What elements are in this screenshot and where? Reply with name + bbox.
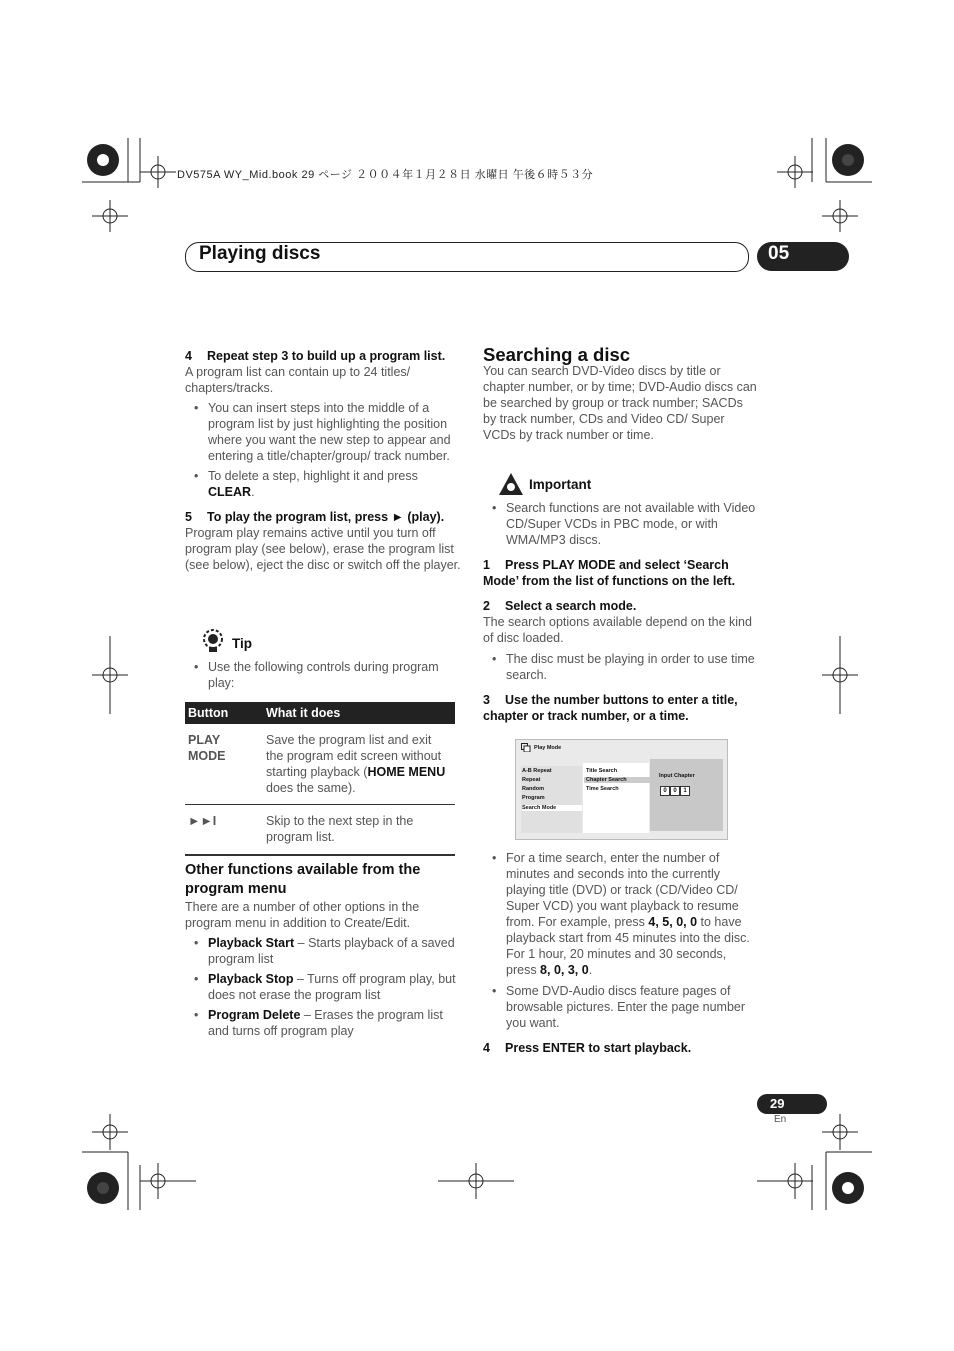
osd-left-item: Random xyxy=(522,786,544,792)
searching-intro: You can search DVD-Video discs by title or chapter number, or by time; DVD-Audio discs can be searched by group or track number; SACDs by track number, CDs and Video CD/ Super VCDs by track number or time. xyxy=(483,364,757,442)
step-2-body: The search options available depend on the kind of disc loaded. xyxy=(483,615,752,645)
lightbulb-icon xyxy=(200,628,226,654)
step-2-heading: 2 Select a search mode. xyxy=(483,599,637,613)
play-mode-screen xyxy=(515,739,728,840)
page-pill xyxy=(757,1094,827,1114)
osd-input-label: Input Chapter xyxy=(659,773,695,779)
list-item: • You can insert steps into the middle of a program list by just highlighting the position where you want the new step to appear and entering a title/chapter/group/ track number. xyxy=(185,400,461,464)
other-functions-heading: Other functions available from the program menu xyxy=(185,862,421,897)
page-number: 29 xyxy=(770,1096,785,1111)
step-5-heading: 5 To play the program list, press ► (play). xyxy=(185,510,445,524)
list-item: • For a time search, enter the number of minutes and seconds into the currently playing title (DVD) or track (CD/Video CD/ Super VCD) you want playback to resume from. For example, press 4, 5, 0, 0 to have playback start from 45 minutes into the disc. For 1 hour, 20 minutes and 30 seconds, press 8, 0, 3, 0. xyxy=(483,850,759,978)
table-header: What it does xyxy=(263,702,455,724)
searching-heading: Searching a disc xyxy=(483,344,631,365)
section-title: Playing discs xyxy=(199,243,321,264)
list-item: • Some DVD-Audio discs feature pages of browsable pictures. Enter the page number you want. xyxy=(483,983,759,1031)
osd-left-item: Repeat xyxy=(522,777,541,783)
table-header: Button xyxy=(185,702,263,724)
osd-left-item-selected: Search Mode xyxy=(522,805,582,811)
osd-left-item: A-B Repeat xyxy=(522,768,552,774)
print-header: DV575A WY_Mid.book 29 ページ ２００４年１月２８日 水曜日 午後６時５３分 xyxy=(177,169,594,181)
list-item: • Playback Start – Starts playback of a saved program list xyxy=(185,935,461,967)
osd-title: Play Mode xyxy=(534,745,562,751)
osd-mid-item: Time Search xyxy=(586,786,619,792)
language-code: En xyxy=(774,1114,787,1125)
osd-mid-item-selected: Chapter Search xyxy=(584,777,650,783)
list-item: • Use the following controls during program play: xyxy=(185,659,461,691)
controls-table xyxy=(185,702,455,856)
list-item: • Program Delete – Erases the program list and turns off program play xyxy=(185,1007,461,1039)
list-item: • To delete a step, highlight it and press CLEAR. xyxy=(185,468,461,500)
left-column xyxy=(185,348,461,573)
step-4-heading: 4 Repeat step 3 to build up a program list. xyxy=(185,349,446,363)
list-item: • Search functions are not available with Video CD/Super VCDs in PBC mode, or with WMA/MP3 discs. xyxy=(483,500,759,548)
step-4-heading: 4 Press ENTER to start playback. xyxy=(483,1041,692,1055)
list-item: • The disc must be playing in order to use time search. xyxy=(483,651,759,683)
play-mode-icon xyxy=(521,743,531,752)
warning-icon xyxy=(498,472,524,496)
table-row: ►►I Skip to the next step in the program list. xyxy=(185,805,455,856)
osd-digit: 1 xyxy=(680,786,690,796)
osd-mid-item: Title Search xyxy=(586,768,618,774)
tip-label: Tip xyxy=(232,636,252,651)
osd-digit: 0 xyxy=(670,786,680,796)
table-row: PLAY MODE Save the program list and exit the program edit screen without starting playback (HOME MENU does the same). xyxy=(185,724,455,805)
step-3-heading: 3 Use the number buttons to enter a title, chapter or track number, or a time. xyxy=(483,693,738,723)
step-5-body: Program play remains active until you turn off program play (see below), erase the program list (see below), eject the disc or switch off the player. xyxy=(185,526,461,572)
osd-left-item: Program xyxy=(522,795,545,801)
osd-digit: 0 xyxy=(660,786,670,796)
important-label: Important xyxy=(529,477,592,492)
chapter-number: 05 xyxy=(768,243,790,264)
step-4-body: A program list can contain up to 24 titles/ chapters/tracks. xyxy=(185,365,411,395)
step-1-heading: 1 Press PLAY MODE and select ‘Search Mode’ from the list of functions on the left. xyxy=(483,558,736,588)
other-functions-body: There are a number of other options in the program menu in addition to Create/Edit. xyxy=(185,900,420,930)
list-item: • Playback Stop – Turns off program play, but does not erase the program list xyxy=(185,971,461,1003)
